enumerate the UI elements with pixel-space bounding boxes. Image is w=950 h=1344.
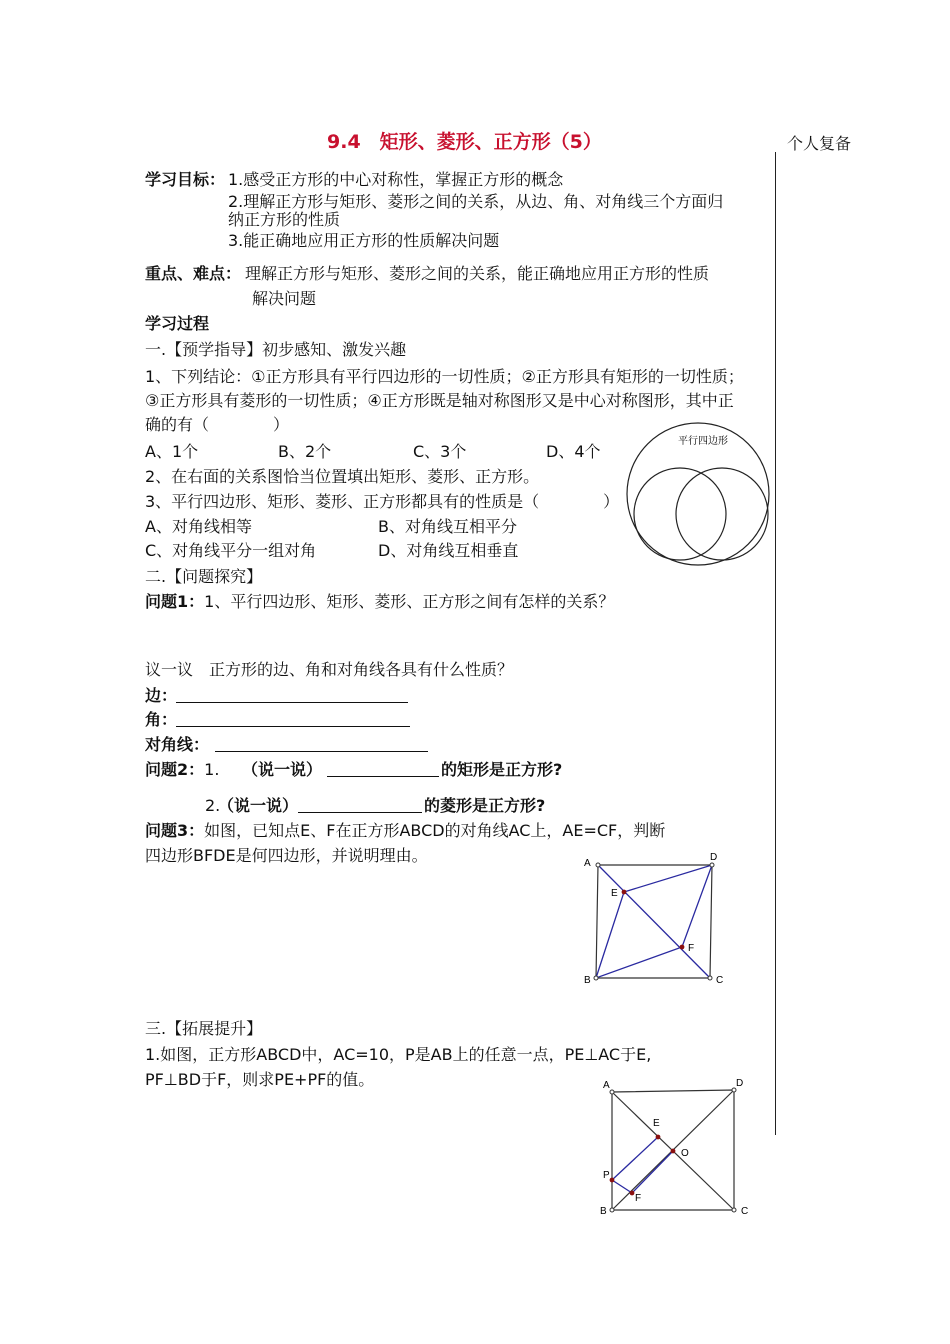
page-title: 9.4 矩形、菱形、正方形（5） bbox=[327, 131, 602, 153]
q1-option-b: B、2个 bbox=[278, 442, 332, 461]
point-b bbox=[610, 1208, 614, 1212]
label-f: F bbox=[635, 1193, 642, 1204]
q1-line2: ③正方形具有菱形的一切性质；④正方形既是轴对称图形又是中心对称图形，其中正 bbox=[145, 391, 734, 410]
q3-option-c: C、对角线平分一组对角 bbox=[145, 541, 317, 560]
e1-text-cont: PF⊥BD于F，则求PE+PF的值。 bbox=[145, 1070, 375, 1089]
section3-heading: 三.【拓展提升】 bbox=[145, 1019, 263, 1038]
point-c bbox=[732, 1208, 736, 1212]
side-blank[interactable] bbox=[176, 686, 408, 703]
margin-divider bbox=[775, 152, 776, 1135]
point-e bbox=[656, 1135, 661, 1140]
p2-2-say: （说一说） bbox=[218, 796, 299, 815]
point-e bbox=[622, 890, 627, 895]
p3-label: 问题3： bbox=[145, 821, 205, 840]
point-c bbox=[708, 976, 712, 980]
q1-line1: 1、下列结论：①正方形具有平行四边形的一切性质；②正方形具有矩形的一切性质； bbox=[145, 367, 744, 386]
label-f: F bbox=[688, 943, 695, 954]
p2-2-num: 2. bbox=[205, 796, 221, 815]
objective-3: 3.能正确地应用正方形的性质解决问题 bbox=[228, 231, 500, 250]
point-p bbox=[610, 1178, 615, 1183]
q3-option-a: A、对角线相等 bbox=[145, 517, 252, 536]
label-p: P bbox=[603, 1170, 610, 1181]
diag-label: 对角线： bbox=[145, 735, 210, 754]
label-d: D bbox=[710, 852, 718, 863]
label-a: A bbox=[603, 1080, 610, 1091]
angle-label: 角： bbox=[145, 710, 178, 729]
angle-blank[interactable] bbox=[176, 710, 410, 727]
q3-option-d: D、对角线互相垂直 bbox=[378, 541, 519, 560]
right-circle bbox=[676, 468, 768, 560]
segment-fo bbox=[632, 1151, 673, 1193]
side-note: 个人复备 bbox=[787, 134, 852, 153]
side-label: 边： bbox=[145, 686, 178, 705]
left-circle bbox=[634, 468, 726, 560]
section1-heading: 一.【预学指导】初步感知、激发兴趣 bbox=[145, 340, 407, 359]
label-e: E bbox=[653, 1118, 660, 1129]
point-d bbox=[710, 863, 714, 867]
p2-2-blank[interactable] bbox=[298, 796, 422, 813]
point-a bbox=[610, 1090, 614, 1094]
point-f bbox=[630, 1191, 635, 1196]
label-c: C bbox=[741, 1206, 749, 1217]
p2-say: （说一说） bbox=[242, 760, 323, 779]
objective-2: 2.理解正方形与矩形、菱形之间的关系，从边、角、对角线三个方面归 bbox=[228, 192, 724, 211]
label-c: C bbox=[716, 975, 724, 986]
point-f bbox=[680, 945, 685, 950]
point-o bbox=[671, 1149, 676, 1154]
label-e: E bbox=[611, 888, 618, 899]
section2-heading: 二.【问题探究】 bbox=[145, 567, 263, 586]
label-o: O bbox=[681, 1148, 689, 1159]
objectives-label: 学习目标： bbox=[145, 170, 226, 189]
q1-line3: 确的有（ ） bbox=[145, 415, 290, 434]
discuss-text: 议一议 正方形的边、角和对角线各具有什么性质？ bbox=[145, 660, 514, 679]
label-b: B bbox=[600, 1206, 607, 1217]
objective-1: 1.感受正方形的中心对称性，掌握正方形的概念 bbox=[228, 170, 564, 189]
square-figure-1 bbox=[576, 848, 736, 990]
key-points-label: 重点、难点： bbox=[145, 264, 242, 283]
p2-rhombus: 的菱形是正方形? bbox=[424, 796, 546, 815]
p2-label: 问题2： bbox=[145, 760, 205, 779]
p2-blank[interactable] bbox=[327, 760, 439, 777]
q1-option-c: C、3个 bbox=[413, 442, 467, 461]
q2-text: 2、在右面的关系图恰当位置填出矩形、菱形、正方形。 bbox=[145, 467, 540, 486]
p2-rect: 的矩形是正方形? bbox=[441, 760, 563, 779]
process-heading: 学习过程 bbox=[145, 314, 210, 333]
key-points-text-cont: 解决问题 bbox=[252, 289, 317, 308]
square-figure-2 bbox=[596, 1072, 756, 1220]
q1-option-d: D、4个 bbox=[546, 442, 601, 461]
venn-diagram bbox=[620, 418, 776, 568]
q3-text: 3、平行四边形、矩形、菱形、正方形都具有的性质是（ ） bbox=[145, 492, 620, 511]
key-points-text: 理解正方形与矩形、菱形之间的关系，能正确地应用正方形的性质 bbox=[245, 264, 710, 283]
p3-text: 如图，已知点E、F在正方形ABCD的对角线AC上，AE=CF，判断 bbox=[204, 821, 666, 840]
label-d: D bbox=[736, 1078, 744, 1089]
e1-text: 1.如图，正方形ABCD中，AC=10，P是AB上的任意一点，PE⊥AC于E, bbox=[145, 1045, 652, 1064]
p2-num: 1. bbox=[204, 760, 220, 779]
diagonal-blank[interactable] bbox=[215, 735, 428, 752]
venn-label: 平行四边形 bbox=[678, 436, 728, 447]
objective-2-cont: 纳正方形的性质 bbox=[228, 210, 341, 229]
label-b: B bbox=[584, 975, 591, 986]
q1-option-a: A、1个 bbox=[145, 442, 199, 461]
point-b bbox=[594, 976, 598, 980]
label-a: A bbox=[584, 858, 591, 869]
p1-label: 问题1： bbox=[145, 592, 205, 611]
p1-text: 1、平行四边形、矩形、菱形、正方形之间有怎样的关系？ bbox=[204, 592, 615, 611]
p3-text-cont: 四边形BFDE是何四边形，并说明理由。 bbox=[145, 846, 428, 865]
segment-pf bbox=[612, 1180, 632, 1193]
point-a bbox=[596, 863, 600, 867]
q3-option-b: B、对角线互相平分 bbox=[378, 517, 517, 536]
